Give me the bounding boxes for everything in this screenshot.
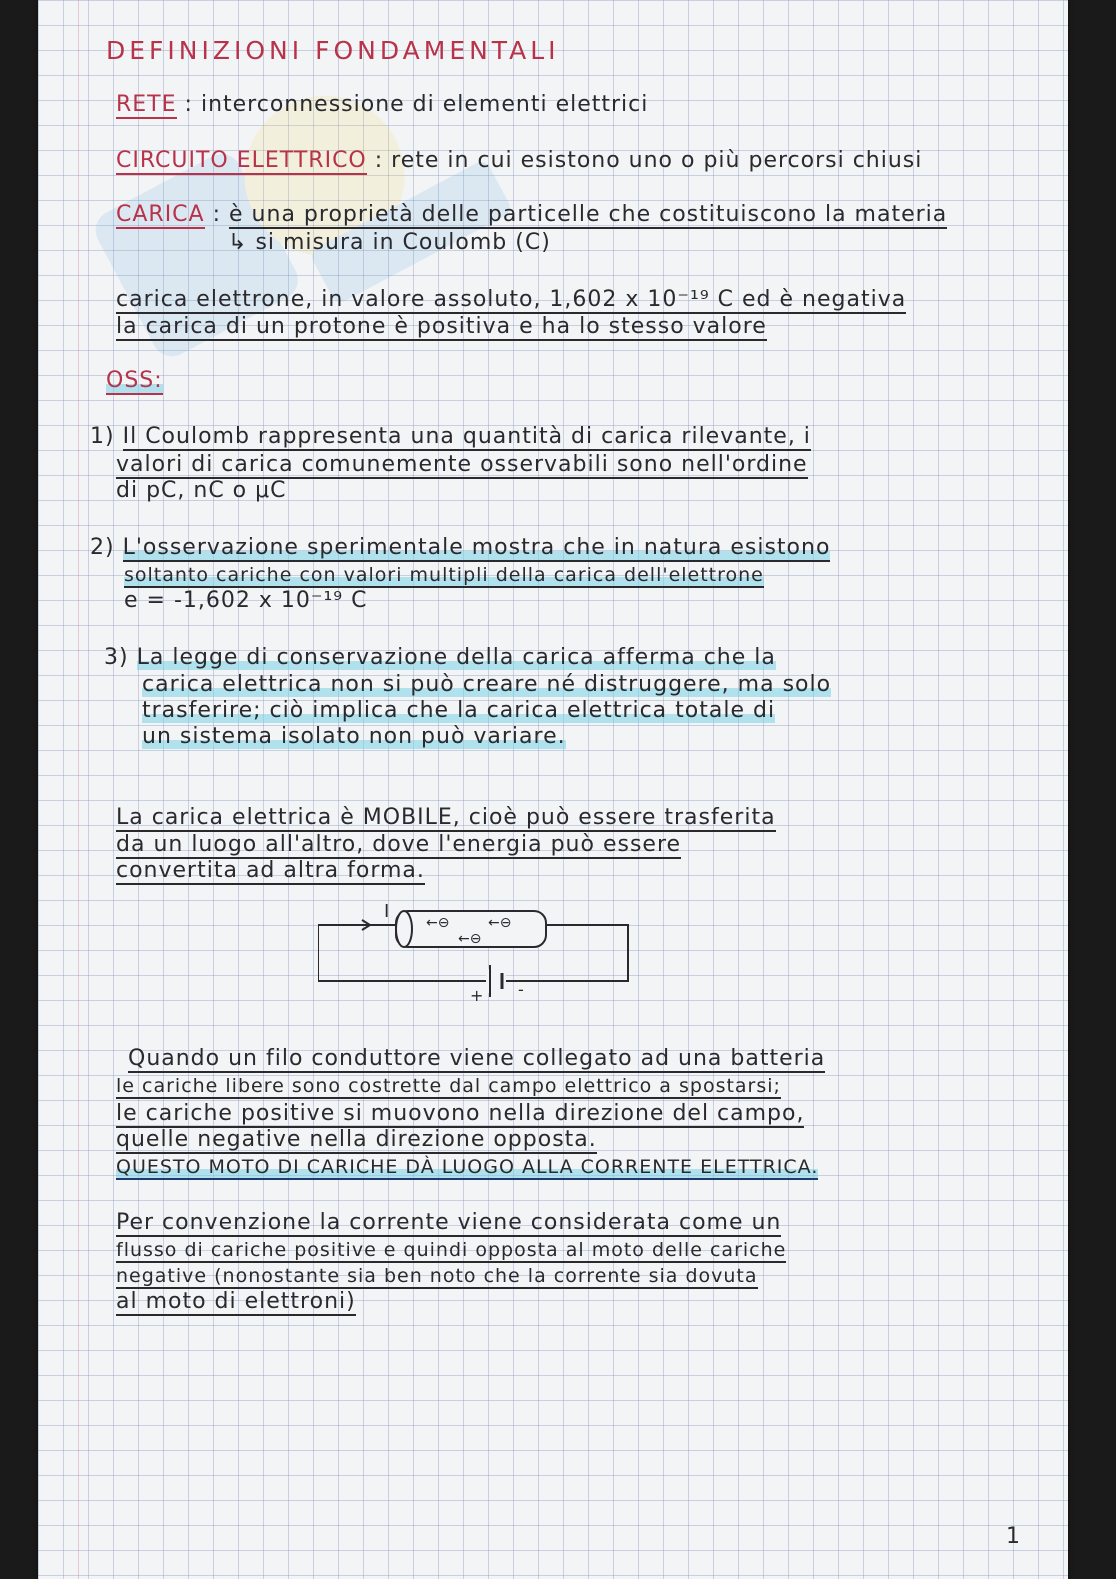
current-para-line-1: Quando un filo conduttore viene collegato ad una batteria (128, 1046, 826, 1071)
current-label: I (384, 901, 390, 922)
definition-text: rete in cui esistono uno o più percorsi chiusi (391, 148, 923, 173)
oss-label: OSS: (106, 368, 163, 393)
definition-separator: : (184, 92, 193, 117)
definition-term: CIRCUITO ELETTRICO (116, 148, 367, 173)
current-para-line-5: QUESTO MOTO DI CARICHE DÀ LUOGO ALLA CORRENTE ELETTRICA. (116, 1156, 819, 1178)
observation-3-line-2: carica elettrica non si può creare né distruggere, ma solo (142, 672, 832, 697)
convention-para-line-2: flusso di cariche positive e quindi opposta al moto delle cariche (116, 1239, 787, 1261)
arrow-icon: ↳ (228, 230, 248, 255)
definition-circuito (116, 148, 922, 173)
convention-para-line-1: Per convenzione la corrente viene considerata come un (116, 1210, 782, 1235)
notebook-page (38, 0, 1068, 1579)
conductor-end (396, 911, 412, 947)
observation-1-line-3: di pC, nC o μC (116, 478, 287, 503)
observation-number: 2) (90, 535, 115, 560)
convention-para-line-3: negative (nonostante sia ben noto che la corrente sia dovuta (116, 1265, 758, 1287)
mobile-para-line-1: La carica elettrica è MOBILE, cioè può essere trasferita (116, 805, 776, 830)
observation-2-line-1: 2) L'osservazione sperimentale mostra che in natura esistono (90, 535, 831, 560)
definition-text: è una proprietà delle particelle che costituiscono la materia (229, 202, 948, 227)
definition-separator: : (374, 148, 384, 173)
electron-label: ←⊖ (458, 931, 482, 947)
definition-text: interconnessione di elementi elettrici (200, 92, 649, 117)
definition-term: CARICA (116, 202, 205, 227)
observation-3-line-1: 3) La legge di conservazione della carica afferma che la (104, 645, 776, 670)
definition-term: RETE (116, 92, 177, 117)
observation-2-line-2: soltanto cariche con valori multipli della carica dell'elettrone (124, 564, 764, 586)
page-title: DEFINIZIONI FONDAMENTALI (106, 36, 560, 65)
electron-label: ←⊖ (488, 915, 512, 931)
mobile-para-line-3: convertita ad altra forma. (116, 858, 425, 883)
proton-charge-line: la carica di un protone è positiva e ha lo stesso valore (116, 314, 767, 339)
observation-number: 1) (90, 424, 115, 449)
definition-rete (116, 92, 648, 117)
mobile-para-line-2: da un luogo all'altro, dove l'energia può essere (116, 832, 682, 857)
current-para-line-2: le cariche libere sono costrette dal campo elettrico a spostarsi; (116, 1075, 781, 1097)
current-para-line-3: le cariche positive si muovono nella direzione del campo, (116, 1101, 805, 1126)
observation-1-line-1: 1) Il Coulomb rappresenta una quantità di carica rilevante, i (90, 424, 811, 449)
electron-label: ←⊖ (426, 915, 450, 931)
electron-charge-line: carica elettrone, in valore assoluto, 1,602 x 10⁻¹⁹ C ed è negativa (116, 287, 907, 312)
convention-para-line-4: al moto di elettroni) (116, 1289, 356, 1314)
definition-sub-text: si misura in Coulomb (C) (255, 230, 551, 255)
battery-plus: + (470, 986, 484, 1005)
definition-separator: : (212, 202, 222, 227)
definition-carica (116, 202, 947, 227)
observation-2-line-3: e = -1,602 x 10⁻¹⁹ C (124, 588, 368, 613)
observation-number: 3) (104, 645, 129, 670)
current-para-line-4: quelle negative nella direzione opposta. (116, 1127, 597, 1152)
observation-1-line-2: valori di carica comunemente osservabili sono nell'ordine (116, 452, 808, 477)
observation-3-line-4: un sistema isolato non può variare. (142, 724, 566, 749)
battery-minus: - (518, 980, 524, 999)
observation-3-line-3: trasferire; ciò implica che la carica elettrica totale di (142, 698, 776, 723)
page-number: 1 (1006, 1524, 1020, 1549)
definition-carica-sub (228, 230, 551, 255)
circuit-diagram (318, 895, 638, 1005)
